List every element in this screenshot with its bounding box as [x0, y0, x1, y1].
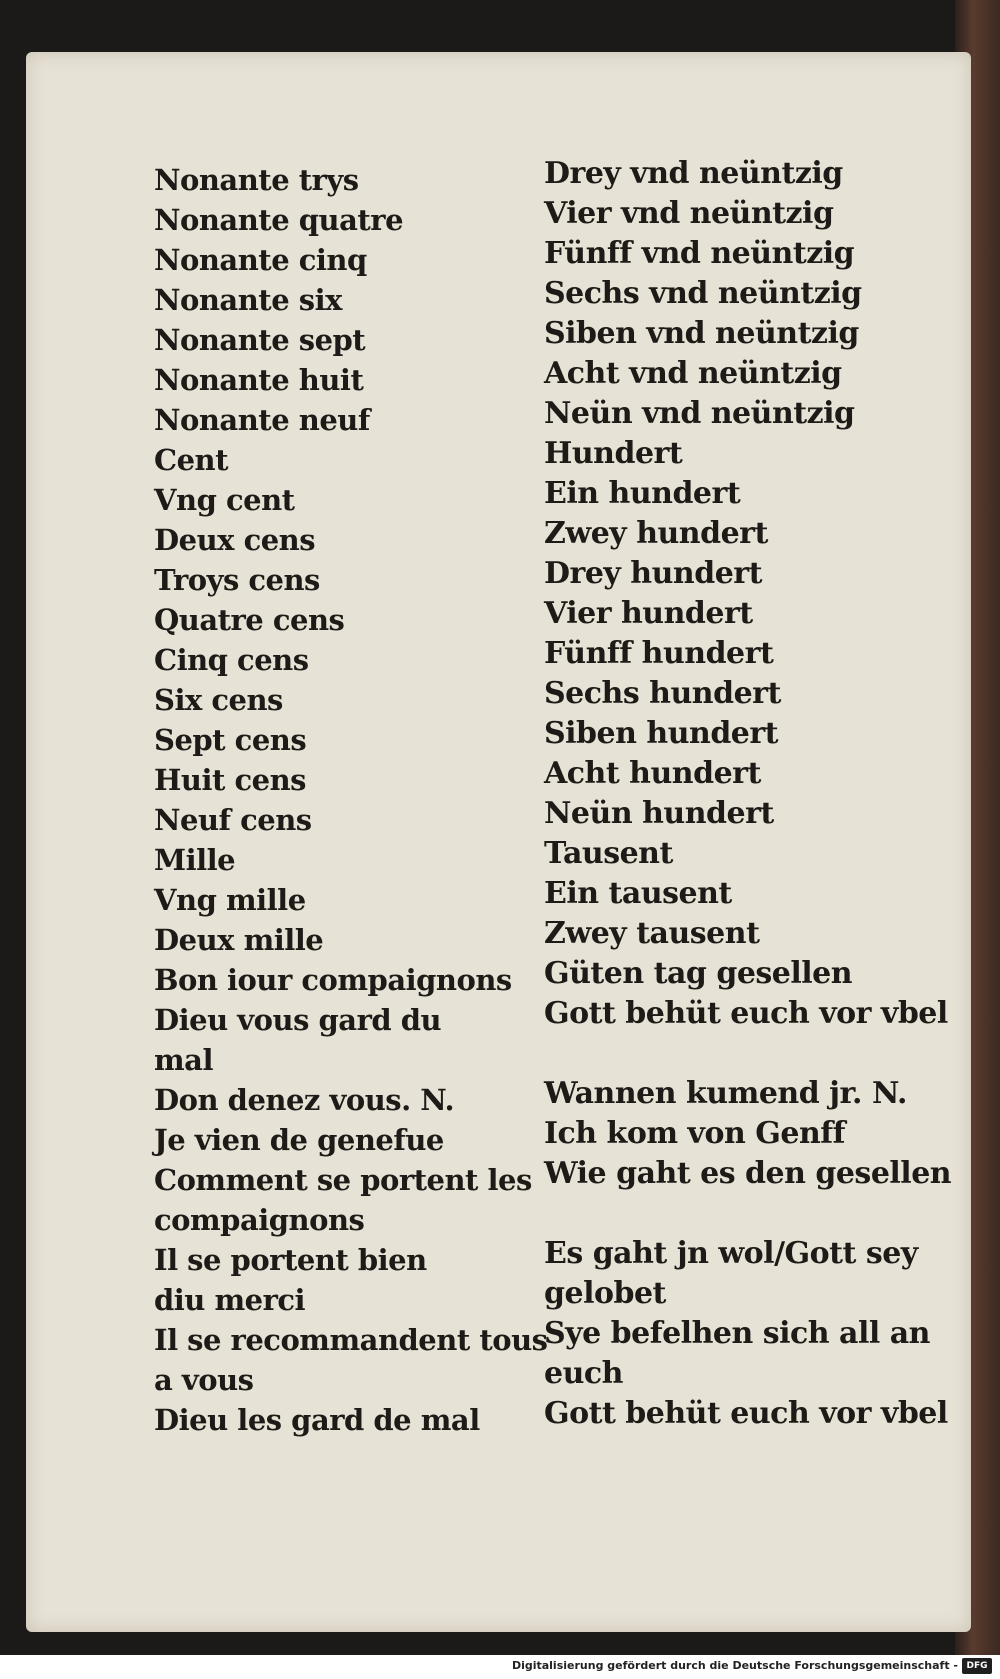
french-line: Il se portent bien — [154, 1243, 427, 1277]
german-line: Sechs hundert — [544, 676, 781, 711]
dfg-logo — [962, 1658, 992, 1674]
french-line: Troys cens — [154, 563, 320, 597]
german-line: Fünff vnd neüntzig — [544, 236, 855, 271]
german-line: Vier hundert — [544, 596, 753, 631]
german-line: Drey vnd neüntzig — [544, 156, 843, 191]
german-line: Gott behüt euch vor vbel — [544, 996, 948, 1031]
french-line: mal — [154, 1043, 213, 1077]
german-line: Güten tag gesellen — [544, 956, 853, 991]
french-line: Je vien de genefue — [154, 1123, 444, 1157]
german-line: Tausent — [544, 836, 673, 871]
german-line: Es gaht jn wol/Gott sey — [544, 1236, 918, 1271]
french-column — [154, 160, 554, 1440]
french-line: Nonante sept — [154, 323, 366, 357]
french-line: Dieu vous gard du — [154, 1003, 442, 1037]
french-line: Vng cent — [154, 483, 295, 517]
french-line: Mille — [154, 843, 236, 877]
french-line: Don denez vous. N. — [154, 1083, 455, 1117]
german-line: Fünff hundert — [544, 636, 774, 671]
german-line: Acht vnd neüntzig — [544, 356, 842, 391]
german-line: Ein tausent — [544, 876, 732, 911]
german-line: Hundert — [544, 436, 683, 471]
french-line: Quatre cens — [154, 603, 345, 637]
french-line: Nonante cinq — [154, 243, 367, 277]
german-line: Gott behüt euch vor vbel — [544, 1396, 948, 1431]
french-line: Neuf cens — [154, 803, 312, 837]
german-line — [544, 1034, 969, 1074]
french-line: Il se recommandent tous — [154, 1323, 548, 1357]
german-line: Sechs vnd neüntzig — [544, 276, 862, 311]
german-line: Acht hundert — [544, 756, 761, 791]
french-line: Nonante neuf — [154, 403, 370, 437]
german-line: Vier vnd neüntzig — [544, 196, 834, 231]
german-line: Ein hundert — [544, 476, 741, 511]
german-line: Zwey tausent — [544, 916, 760, 951]
german-line: gelobet — [544, 1276, 666, 1311]
german-line: Neün vnd neüntzig — [544, 396, 855, 431]
german-line: Drey hundert — [544, 556, 762, 591]
french-line: Nonante six — [154, 283, 342, 317]
german-line: Sye befelhen sich all an — [544, 1316, 930, 1351]
french-line: Vng mille — [154, 883, 306, 917]
german-line: Zwey hundert — [544, 516, 768, 551]
french-line: Cent — [154, 443, 229, 477]
german-line: Siben vnd neüntzig — [544, 316, 859, 351]
dfg-logo-text: DFG — [966, 1661, 988, 1671]
french-line: a vous — [154, 1363, 254, 1397]
french-line: Sept cens — [154, 723, 307, 757]
footer-bar — [0, 1655, 1000, 1679]
french-line: Huit cens — [154, 763, 307, 797]
german-line: Wie gaht es den gesellen — [544, 1156, 952, 1191]
french-line: Nonante trys — [154, 163, 359, 197]
french-line: Nonante huit — [154, 363, 364, 397]
german-line: Siben hundert — [544, 716, 779, 751]
german-line: Ich kom von Genff — [544, 1116, 846, 1151]
french-line: Deux mille — [154, 923, 324, 957]
french-line: Deux cens — [154, 523, 316, 557]
german-line: Wannen kumend jr. N. — [544, 1076, 907, 1111]
french-line: compaignons — [154, 1203, 365, 1237]
french-line: Bon iour compaignons — [154, 963, 512, 997]
french-line: Comment se portent les — [154, 1163, 532, 1197]
french-line: Dieu les gard de mal — [154, 1403, 480, 1437]
book-page — [26, 52, 971, 1632]
french-line: Six cens — [154, 683, 283, 717]
french-line: Cinq cens — [154, 643, 309, 677]
german-line: euch — [544, 1356, 623, 1391]
french-line: Nonante quatre — [154, 203, 404, 237]
german-column — [544, 154, 969, 1434]
german-line: Neün hundert — [544, 796, 774, 831]
french-line: diu merci — [154, 1283, 306, 1317]
footer-credit: Digitalisierung gefördert durch die Deutsche Forschungsgemeinschaft - — [511, 1659, 958, 1672]
german-line — [544, 1194, 969, 1234]
